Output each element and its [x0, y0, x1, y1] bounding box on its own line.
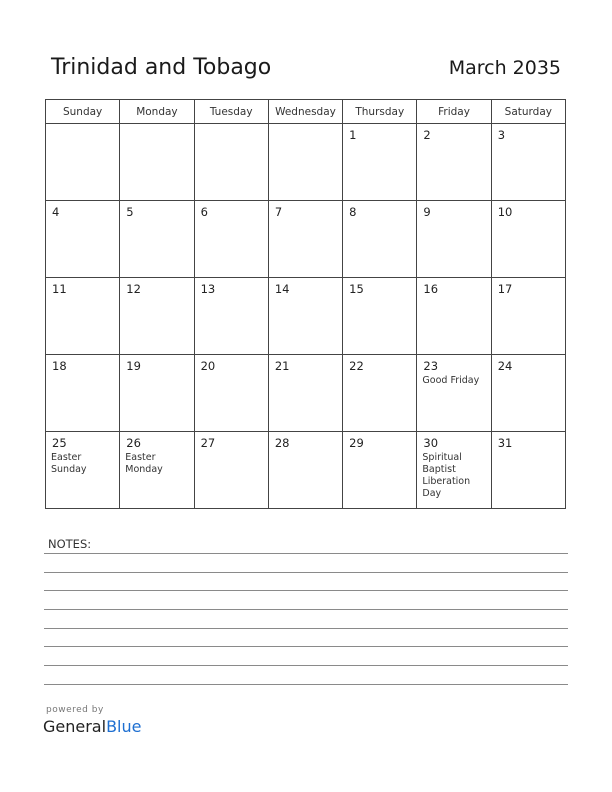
day-number: 3 [497, 128, 506, 142]
holiday-label [269, 219, 342, 221]
calendar-day-cell [194, 355, 268, 432]
holiday-label [492, 219, 565, 221]
weekday-header: Saturday [491, 100, 565, 124]
holiday-label [417, 296, 490, 298]
note-line [44, 665, 568, 666]
holiday-label [269, 450, 342, 452]
calendar-day-cell [417, 278, 491, 355]
holiday-label [492, 373, 565, 375]
calendar-day-cell [120, 432, 194, 509]
holiday-label [46, 373, 119, 375]
day-number: 25 [52, 436, 67, 450]
note-line [44, 684, 568, 685]
calendar-day-cell [194, 124, 268, 201]
holiday-label [343, 142, 416, 144]
calendar-grid [45, 99, 566, 509]
holiday-label [120, 296, 193, 298]
calendar-day-cell [120, 201, 194, 278]
holiday-label [269, 296, 342, 298]
calendar-day-cell [491, 124, 565, 201]
calendar-day-cell [268, 432, 342, 509]
day-number: 31 [497, 436, 513, 450]
calendar-day-cell [343, 355, 417, 432]
holiday-label [269, 373, 342, 375]
calendar-week-row [46, 278, 566, 355]
weekday-header: Wednesday [268, 100, 342, 124]
holiday-label [417, 219, 490, 221]
day-number: 10 [497, 205, 513, 219]
day-number: 20 [200, 359, 216, 373]
calendar-month-title: March 2035 [448, 57, 561, 79]
calendar-week-row [46, 124, 566, 201]
holiday-label: Easter Monday [125, 452, 163, 475]
day-number: 22 [349, 359, 364, 373]
day-number: 11 [52, 282, 67, 296]
holiday-label [195, 450, 268, 452]
day-number: 2 [423, 128, 431, 142]
day-number: 21 [274, 359, 290, 373]
weekday-header: Thursday [343, 100, 417, 124]
holiday-label: Easter Sunday [51, 452, 87, 475]
holiday-label: Good Friday [422, 375, 480, 386]
holiday-label [343, 373, 416, 375]
calendar-day-cell [268, 355, 342, 432]
calendar-day-cell [120, 124, 194, 201]
calendar-day-cell [46, 278, 120, 355]
holiday-label [46, 129, 119, 131]
day-number: 26 [126, 436, 141, 450]
day-number: 28 [274, 436, 290, 450]
day-number: 7 [274, 205, 283, 219]
calendar-week-row [46, 355, 566, 432]
day-number: 18 [52, 359, 67, 373]
calendar-week-row [46, 432, 566, 509]
day-number: 8 [349, 205, 357, 219]
notes-label: NOTES: [48, 537, 92, 551]
holiday-label [417, 142, 490, 144]
day-number: 4 [52, 205, 60, 219]
note-line [44, 646, 568, 647]
calendar-day-cell [417, 432, 491, 509]
holiday-label [195, 219, 268, 221]
calendar-day-cell [46, 201, 120, 278]
day-number: 9 [423, 205, 431, 219]
holiday-label [492, 142, 565, 144]
calendar-day-cell [491, 432, 565, 509]
day-number: 1 [349, 128, 357, 142]
day-number: 30 [423, 436, 439, 450]
day-number: 17 [497, 282, 513, 296]
holiday-label [195, 373, 268, 375]
day-number: 5 [126, 205, 134, 219]
weekday-header-row [46, 100, 566, 124]
day-number: 16 [423, 282, 439, 296]
day-number: 6 [200, 205, 208, 219]
calendar-day-cell [343, 124, 417, 201]
calendar-day-cell [194, 278, 268, 355]
calendar-day-cell [491, 278, 565, 355]
holiday-label [120, 129, 193, 131]
day-number: 15 [349, 282, 364, 296]
calendar-day-cell [491, 201, 565, 278]
note-line [44, 628, 568, 629]
calendar-day-cell [343, 432, 417, 509]
calendar-day-cell [417, 201, 491, 278]
weekday-header: Friday [417, 100, 491, 124]
calendar-day-cell [343, 201, 417, 278]
weekday-header: Monday [120, 100, 194, 124]
holiday-label [120, 373, 193, 375]
calendar-day-cell [194, 201, 268, 278]
calendar-day-cell [46, 124, 120, 201]
holiday-label [195, 129, 268, 131]
day-number: 14 [274, 282, 290, 296]
calendar-day-cell [46, 432, 120, 509]
calendar-day-cell [46, 355, 120, 432]
calendar-day-cell [417, 124, 491, 201]
logo-blue-text: Blue [106, 717, 142, 736]
holiday-label [46, 296, 119, 298]
day-number: 29 [349, 436, 364, 450]
day-number: 27 [200, 436, 216, 450]
calendar-day-cell [268, 278, 342, 355]
calendar-day-cell [343, 278, 417, 355]
calendar-day-cell [491, 355, 565, 432]
holiday-label [195, 296, 268, 298]
holiday-label [343, 450, 416, 452]
note-line [44, 553, 568, 554]
note-line [44, 572, 568, 573]
holiday-label [492, 296, 565, 298]
day-number: 24 [497, 359, 513, 373]
calendar-country-title: Trinidad and Tobago [51, 55, 272, 80]
calendar-day-cell [417, 355, 491, 432]
powered-by-text: powered by [46, 705, 104, 715]
weekday-header: Sunday [46, 100, 120, 124]
holiday-label: Spiritual Baptist Liberation Day [422, 452, 471, 499]
calendar-day-cell [120, 278, 194, 355]
holiday-label [46, 219, 119, 221]
day-number: 19 [126, 359, 141, 373]
calendar-week-row [46, 201, 566, 278]
day-number: 13 [200, 282, 216, 296]
holiday-label [120, 219, 193, 221]
holiday-label [343, 296, 416, 298]
weekday-header: Tuesday [194, 100, 268, 124]
calendar-day-cell [268, 124, 342, 201]
day-number: 23 [423, 359, 439, 373]
holiday-label [343, 219, 416, 221]
calendar-day-cell [268, 201, 342, 278]
calendar-day-cell [120, 355, 194, 432]
note-line [44, 609, 568, 610]
generalblue-logo [43, 717, 141, 736]
holiday-label [269, 129, 342, 131]
note-line [44, 590, 568, 591]
logo-general-text: General [43, 717, 107, 736]
holiday-label [492, 450, 565, 452]
day-number: 12 [126, 282, 141, 296]
calendar-day-cell [194, 432, 268, 509]
